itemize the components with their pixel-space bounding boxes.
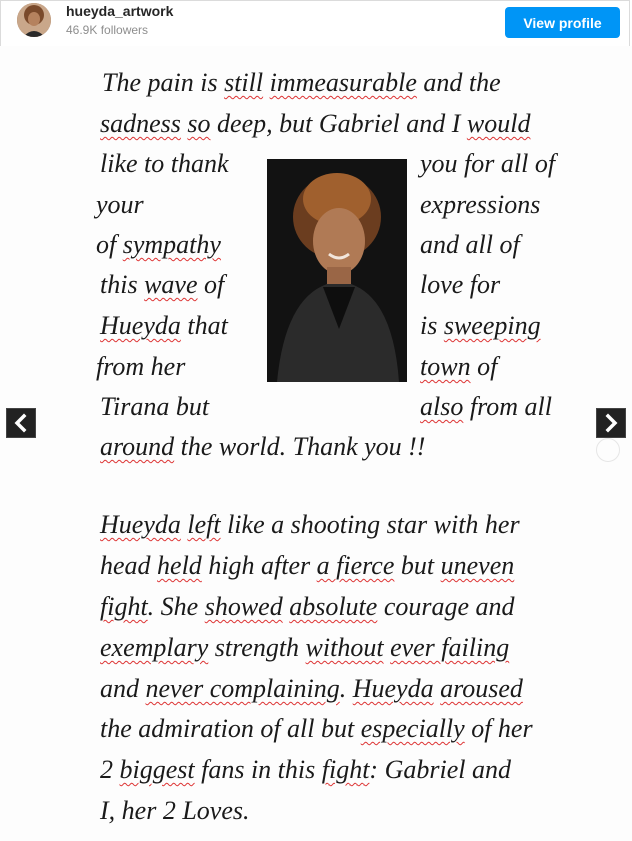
text-line: also from all [420,392,552,421]
text-line: and never complaining. Hueyda aroused [100,674,523,703]
text-line: Hueyda left like a shooting star with her [100,510,520,539]
text-line: is sweeping [420,311,541,340]
text-line: from her [96,352,186,381]
text-line: like to thank [100,149,229,178]
text-line: and all of [420,230,520,259]
text-line: 2 biggest fans in this fight: Gabriel and [100,755,511,784]
text-line: town of [420,352,498,381]
avatar[interactable] [17,3,51,37]
text-line: love for [420,270,501,299]
text-line: head held high after a fierce but uneven [100,551,515,580]
text-line: your [96,190,144,219]
portrait-photo [267,159,407,382]
chevron-left-icon [7,409,35,437]
chevron-right-icon [597,409,625,437]
text-line: of sympathy [96,230,221,259]
text-line: expressions [420,190,541,219]
carousel-next-hint-icon [596,438,620,462]
text-line: Tirana but [100,392,210,421]
text-line: fight. She showed absolute courage and [100,592,515,621]
post-header [0,0,632,44]
carousel-next-button[interactable] [596,408,626,438]
text-line: exemplary strength without ever failing [100,633,510,662]
text-line: around the world. Thank you !! [100,432,426,461]
text-line: Hueyda that [100,311,228,340]
view-profile-button[interactable]: View profile [505,7,620,38]
portrait-image [267,159,407,382]
text-line: the admiration of all but especially of her [100,714,533,743]
follower-count: 46.9K followers [66,23,149,37]
carousel-prev-button[interactable] [6,408,36,438]
text-line: this wave of [100,270,225,299]
avatar-icon [17,3,51,37]
text-line: you for all of [420,149,556,178]
text-line: The pain is still immeasurable and the [102,68,501,97]
text-line: I, her 2 Loves. [100,796,250,825]
profile-username[interactable]: hueyda_artwork [66,3,174,19]
text-line: sadness so deep, but Gabriel and I would [100,109,531,138]
